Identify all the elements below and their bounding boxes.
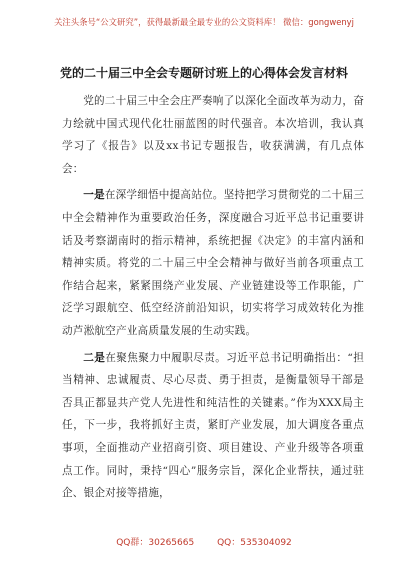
paragraph-lead: 二是 bbox=[83, 351, 106, 364]
header-promo-note: 关注头条号“公文研究”，获得最新最全最专业的公文资料库！ 微信：gongwenyj bbox=[54, 17, 354, 27]
paragraph-text: 党的二十届三中全会庄严奏响了以深化全面改革为动力，奋力绘就中国式现代化壮丽蓝图的时代强音。本次培训，我认真学习了《报告》以及xx书记专题报告，收获满满，有几点体会： bbox=[62, 95, 364, 175]
paragraph-point-two bbox=[62, 347, 364, 505]
paragraph-point-one bbox=[62, 184, 364, 342]
paragraph-text: 在聚焦聚力中履职尽责。习近平总书记明确指出：“担当精神、忠诚履责、尽心尽责、勇于担责，是衡量领导干部是否具正都显共产党人先进性和纯洁性的关键素。”作为XXX局主任，下一步，我将抓好主责，紧盯产业发展，加大调度各重点事项，全面推动产业招商引资、项目建设、产业升级等各项重点工作。同时，秉持“四心”服务宗旨，深化企业帮扶，通过驻企、银企对接等措施， bbox=[62, 351, 364, 500]
document-body bbox=[62, 90, 364, 509]
paragraph-lead: 一是 bbox=[83, 189, 105, 202]
footer-qq-group: QQ群：30265665 bbox=[116, 538, 195, 548]
footer-qq: QQ：535304092 bbox=[217, 538, 292, 548]
paragraph-intro bbox=[62, 90, 364, 180]
footer-contact bbox=[0, 535, 408, 548]
page-title: 党的二十届三中全会专题研讨班上的心得体会发言材料 bbox=[59, 66, 348, 80]
paragraph-text: 在深学细悟中提高站位。坚持把学习贯彻党的二十届三中全会精神作为重要政治任务，深度融合习近平总书记重要讲话及考察湖南时的指示精神，系统把握《决定》的丰富内涵和精神实质。将党的二十届三中全会精神与做好当前各项重点工作结合起来，紧紧围绕产业发展、产业链建设等工作职能，广泛学习跟航空、低空经济前沿知识，切实将学习成效转化为推动芦淞航空产业高质量发展的生动实践。 bbox=[62, 189, 364, 337]
